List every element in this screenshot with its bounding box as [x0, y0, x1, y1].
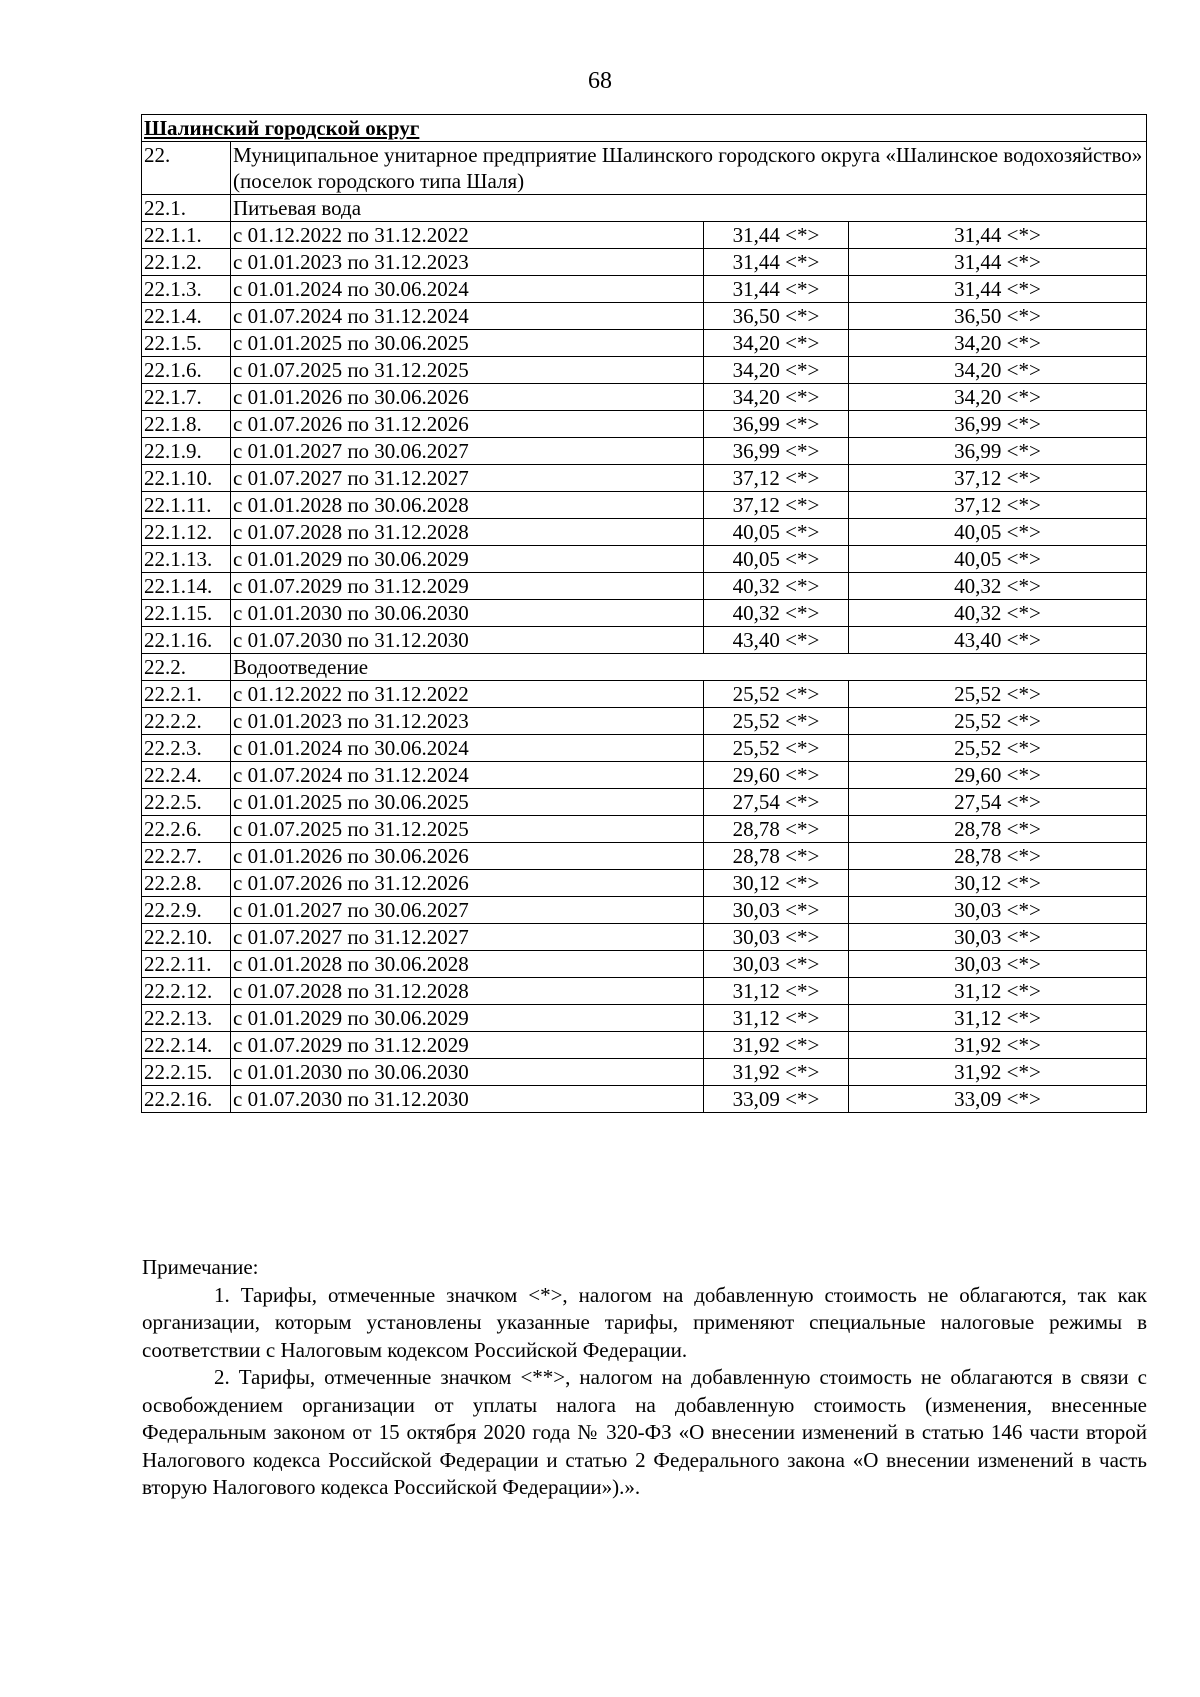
row-tariff-1: 30,03 <*> [704, 951, 849, 978]
row-tariff-2: 31,44 <*> [849, 249, 1147, 276]
table-row [142, 573, 1147, 600]
section-row [142, 654, 1147, 681]
note-item: 2. Тарифы, отмеченные значком <**>, налогом на добавленную стоимость не облагаются в связи с освобождением организации от уплаты налога на добавленную стоимость (изменения, внесенные Федеральным законом от 15 октября 2020 года № 320-ФЗ «О внесении изменений в статью 146 части второй Налогового кодекса Российской Федерации и статью 2 Федерального закона «О внесении изменений в часть вторую Налогового кодекса Российской Федерации»).». [142, 1365, 1147, 1499]
row-number: 22.2.16. [142, 1086, 231, 1113]
row-tariff-2: 28,78 <*> [849, 816, 1147, 843]
row-period: с 01.01.2026 по 30.06.2026 [231, 843, 704, 870]
row-tariff-2: 33,09 <*> [849, 1086, 1147, 1113]
row-period: с 01.12.2022 по 31.12.2022 [231, 681, 704, 708]
row-tariff-1: 29,60 <*> [704, 762, 849, 789]
row-period: с 01.07.2026 по 31.12.2026 [231, 870, 704, 897]
row-period: с 01.01.2025 по 30.06.2025 [231, 330, 704, 357]
row-tariff-2: 36,99 <*> [849, 411, 1147, 438]
row-period: с 01.07.2028 по 31.12.2028 [231, 519, 704, 546]
table-row [142, 411, 1147, 438]
row-number: 22.1.7. [142, 384, 231, 411]
row-tariff-2: 36,99 <*> [849, 438, 1147, 465]
table-row [142, 546, 1147, 573]
note-heading: Примечание: [142, 1255, 259, 1279]
section-row [142, 195, 1147, 222]
row-tariff-1: 31,44 <*> [704, 222, 849, 249]
row-number: 22.2.12. [142, 978, 231, 1005]
row-period: с 01.01.2029 по 30.06.2029 [231, 1005, 704, 1032]
row-number: 22.1.8. [142, 411, 231, 438]
table-row [142, 951, 1147, 978]
row-tariff-2: 30,12 <*> [849, 870, 1147, 897]
row-tariff-2: 31,92 <*> [849, 1032, 1147, 1059]
row-number: 22.1.15. [142, 600, 231, 627]
row-period: с 01.01.2030 по 30.06.2030 [231, 600, 704, 627]
row-number: 22.1.2. [142, 249, 231, 276]
table-row [142, 897, 1147, 924]
row-tariff-1: 28,78 <*> [704, 816, 849, 843]
table-row [142, 519, 1147, 546]
table-row [142, 438, 1147, 465]
row-tariff-1: 27,54 <*> [704, 789, 849, 816]
row-tariff-1: 40,32 <*> [704, 573, 849, 600]
row-period: с 01.07.2029 по 31.12.2029 [231, 573, 704, 600]
row-tariff-1: 34,20 <*> [704, 357, 849, 384]
row-tariff-2: 31,44 <*> [849, 222, 1147, 249]
table-row [142, 330, 1147, 357]
row-number: 22.1.14. [142, 573, 231, 600]
row-tariff-2: 37,12 <*> [849, 465, 1147, 492]
table-row [142, 681, 1147, 708]
row-tariff-1: 40,32 <*> [704, 600, 849, 627]
table-row [142, 735, 1147, 762]
table-row [142, 465, 1147, 492]
row-tariff-1: 31,12 <*> [704, 1005, 849, 1032]
table-row [142, 762, 1147, 789]
row-tariff-1: 31,44 <*> [704, 276, 849, 303]
row-period: с 01.07.2027 по 31.12.2027 [231, 465, 704, 492]
row-number: 22.2.6. [142, 816, 231, 843]
row-number: 22.1.5. [142, 330, 231, 357]
row-number: 22.2.5. [142, 789, 231, 816]
row-period: с 01.01.2023 по 31.12.2023 [231, 249, 704, 276]
row-period: с 01.01.2025 по 30.06.2025 [231, 789, 704, 816]
row-number: 22.2.10. [142, 924, 231, 951]
row-tariff-2: 34,20 <*> [849, 330, 1147, 357]
row-number: 22.1.12. [142, 519, 231, 546]
row-tariff-1: 36,50 <*> [704, 303, 849, 330]
row-tariff-1: 31,12 <*> [704, 978, 849, 1005]
row-period: с 01.01.2024 по 30.06.2024 [231, 276, 704, 303]
row-tariff-1: 25,52 <*> [704, 708, 849, 735]
row-tariff-1: 30,03 <*> [704, 924, 849, 951]
organization-number: 22. [142, 142, 231, 195]
row-tariff-2: 25,52 <*> [849, 735, 1147, 762]
row-tariff-2: 30,03 <*> [849, 951, 1147, 978]
row-tariff-1: 40,05 <*> [704, 546, 849, 573]
row-tariff-1: 37,12 <*> [704, 492, 849, 519]
row-tariff-1: 31,44 <*> [704, 249, 849, 276]
row-tariff-2: 29,60 <*> [849, 762, 1147, 789]
organization-row [142, 142, 1147, 195]
row-tariff-2: 43,40 <*> [849, 627, 1147, 654]
row-number: 22.2.2. [142, 708, 231, 735]
note-block [142, 1254, 1147, 1502]
row-period: с 01.07.2024 по 31.12.2024 [231, 303, 704, 330]
row-number: 22.1.10. [142, 465, 231, 492]
row-period: с 01.01.2027 по 30.06.2027 [231, 897, 704, 924]
row-period: с 01.01.2026 по 30.06.2026 [231, 384, 704, 411]
table-row [142, 870, 1147, 897]
row-period: с 01.12.2022 по 31.12.2022 [231, 222, 704, 249]
row-period: с 01.07.2028 по 31.12.2028 [231, 978, 704, 1005]
table-row [142, 978, 1147, 1005]
row-period: с 01.07.2026 по 31.12.2026 [231, 411, 704, 438]
row-number: 22.2.15. [142, 1059, 231, 1086]
table-row [142, 492, 1147, 519]
row-number: 22.1.4. [142, 303, 231, 330]
row-number: 22.2.13. [142, 1005, 231, 1032]
section-number: 22.1. [142, 195, 231, 222]
row-tariff-2: 31,12 <*> [849, 978, 1147, 1005]
row-period: с 01.01.2023 по 31.12.2023 [231, 708, 704, 735]
district-title: Шалинский городской округ [144, 116, 420, 140]
row-number: 22.1.3. [142, 276, 231, 303]
table-row [142, 789, 1147, 816]
row-tariff-2: 28,78 <*> [849, 843, 1147, 870]
table-row [142, 384, 1147, 411]
row-period: с 01.01.2030 по 30.06.2030 [231, 1059, 704, 1086]
row-period: с 01.01.2028 по 30.06.2028 [231, 951, 704, 978]
row-number: 22.2.14. [142, 1032, 231, 1059]
row-number: 22.1.6. [142, 357, 231, 384]
row-tariff-1: 25,52 <*> [704, 735, 849, 762]
row-tariff-1: 40,05 <*> [704, 519, 849, 546]
row-tariff-1: 30,03 <*> [704, 897, 849, 924]
row-tariff-2: 37,12 <*> [849, 492, 1147, 519]
page-number: 68 [588, 68, 612, 94]
section-title: Водоотведение [231, 654, 1147, 681]
row-tariff-2: 27,54 <*> [849, 789, 1147, 816]
row-tariff-1: 30,12 <*> [704, 870, 849, 897]
section-number: 22.2. [142, 654, 231, 681]
row-tariff-2: 40,05 <*> [849, 519, 1147, 546]
row-number: 22.2.9. [142, 897, 231, 924]
row-tariff-2: 25,52 <*> [849, 708, 1147, 735]
row-period: с 01.07.2030 по 31.12.2030 [231, 627, 704, 654]
row-tariff-1: 34,20 <*> [704, 384, 849, 411]
row-number: 22.2.7. [142, 843, 231, 870]
row-period: с 01.07.2027 по 31.12.2027 [231, 924, 704, 951]
row-number: 22.2.3. [142, 735, 231, 762]
row-tariff-1: 31,92 <*> [704, 1032, 849, 1059]
table-row [142, 600, 1147, 627]
table-row [142, 708, 1147, 735]
note-item: 1. Тарифы, отмеченные значком <*>, налогом на добавленную стоимость не облагаются, так как организации, которым установлены указанные тарифы, применяют специальные налоговые режимы в соответствии с Налоговым кодексом Российской Федерации. [142, 1282, 1147, 1362]
table-row [142, 276, 1147, 303]
row-number: 22.2.1. [142, 681, 231, 708]
row-tariff-2: 36,50 <*> [849, 303, 1147, 330]
row-tariff-1: 43,40 <*> [704, 627, 849, 654]
section-title: Питьевая вода [231, 195, 1147, 222]
row-number: 22.2.11. [142, 951, 231, 978]
table-row [142, 843, 1147, 870]
table-row [142, 1059, 1147, 1086]
row-tariff-1: 34,20 <*> [704, 330, 849, 357]
row-number: 22.1.16. [142, 627, 231, 654]
row-number: 22.1.9. [142, 438, 231, 465]
tariff-table [141, 114, 1147, 1113]
row-number: 22.2.4. [142, 762, 231, 789]
table-row [142, 627, 1147, 654]
row-number: 22.2.8. [142, 870, 231, 897]
table-row [142, 1032, 1147, 1059]
row-tariff-2: 40,32 <*> [849, 573, 1147, 600]
row-period: с 01.07.2030 по 31.12.2030 [231, 1086, 704, 1113]
row-tariff-1: 33,09 <*> [704, 1086, 849, 1113]
row-tariff-2: 31,44 <*> [849, 276, 1147, 303]
table-row [142, 1005, 1147, 1032]
row-tariff-1: 25,52 <*> [704, 681, 849, 708]
row-tariff-1: 31,92 <*> [704, 1059, 849, 1086]
row-tariff-2: 25,52 <*> [849, 681, 1147, 708]
row-period: с 01.07.2029 по 31.12.2029 [231, 1032, 704, 1059]
row-period: с 01.07.2025 по 31.12.2025 [231, 816, 704, 843]
row-tariff-2: 34,20 <*> [849, 357, 1147, 384]
row-period: с 01.01.2028 по 30.06.2028 [231, 492, 704, 519]
row-period: с 01.01.2027 по 30.06.2027 [231, 438, 704, 465]
row-tariff-2: 31,92 <*> [849, 1059, 1147, 1086]
row-number: 22.1.1. [142, 222, 231, 249]
district-cell [142, 115, 1147, 142]
row-tariff-2: 30,03 <*> [849, 924, 1147, 951]
row-tariff-2: 34,20 <*> [849, 384, 1147, 411]
row-tariff-1: 36,99 <*> [704, 438, 849, 465]
organization-name: Муниципальное унитарное предприятие Шалинского городского округа «Шалинское водохозяйство» (поселок городского типа Шаля) [231, 142, 1147, 195]
row-number: 22.1.11. [142, 492, 231, 519]
row-tariff-2: 30,03 <*> [849, 897, 1147, 924]
row-tariff-2: 31,12 <*> [849, 1005, 1147, 1032]
table-row [142, 816, 1147, 843]
row-tariff-2: 40,32 <*> [849, 600, 1147, 627]
tariff-table-body [142, 115, 1147, 1113]
district-row [142, 115, 1147, 142]
table-row [142, 249, 1147, 276]
table-row [142, 222, 1147, 249]
row-tariff-1: 37,12 <*> [704, 465, 849, 492]
row-period: с 01.01.2024 по 30.06.2024 [231, 735, 704, 762]
table-row [142, 357, 1147, 384]
table-row [142, 924, 1147, 951]
row-number: 22.1.13. [142, 546, 231, 573]
table-row [142, 1086, 1147, 1113]
row-period: с 01.07.2024 по 31.12.2024 [231, 762, 704, 789]
row-tariff-1: 36,99 <*> [704, 411, 849, 438]
row-tariff-2: 40,05 <*> [849, 546, 1147, 573]
row-period: с 01.07.2025 по 31.12.2025 [231, 357, 704, 384]
table-row [142, 303, 1147, 330]
row-period: с 01.01.2029 по 30.06.2029 [231, 546, 704, 573]
row-tariff-1: 28,78 <*> [704, 843, 849, 870]
